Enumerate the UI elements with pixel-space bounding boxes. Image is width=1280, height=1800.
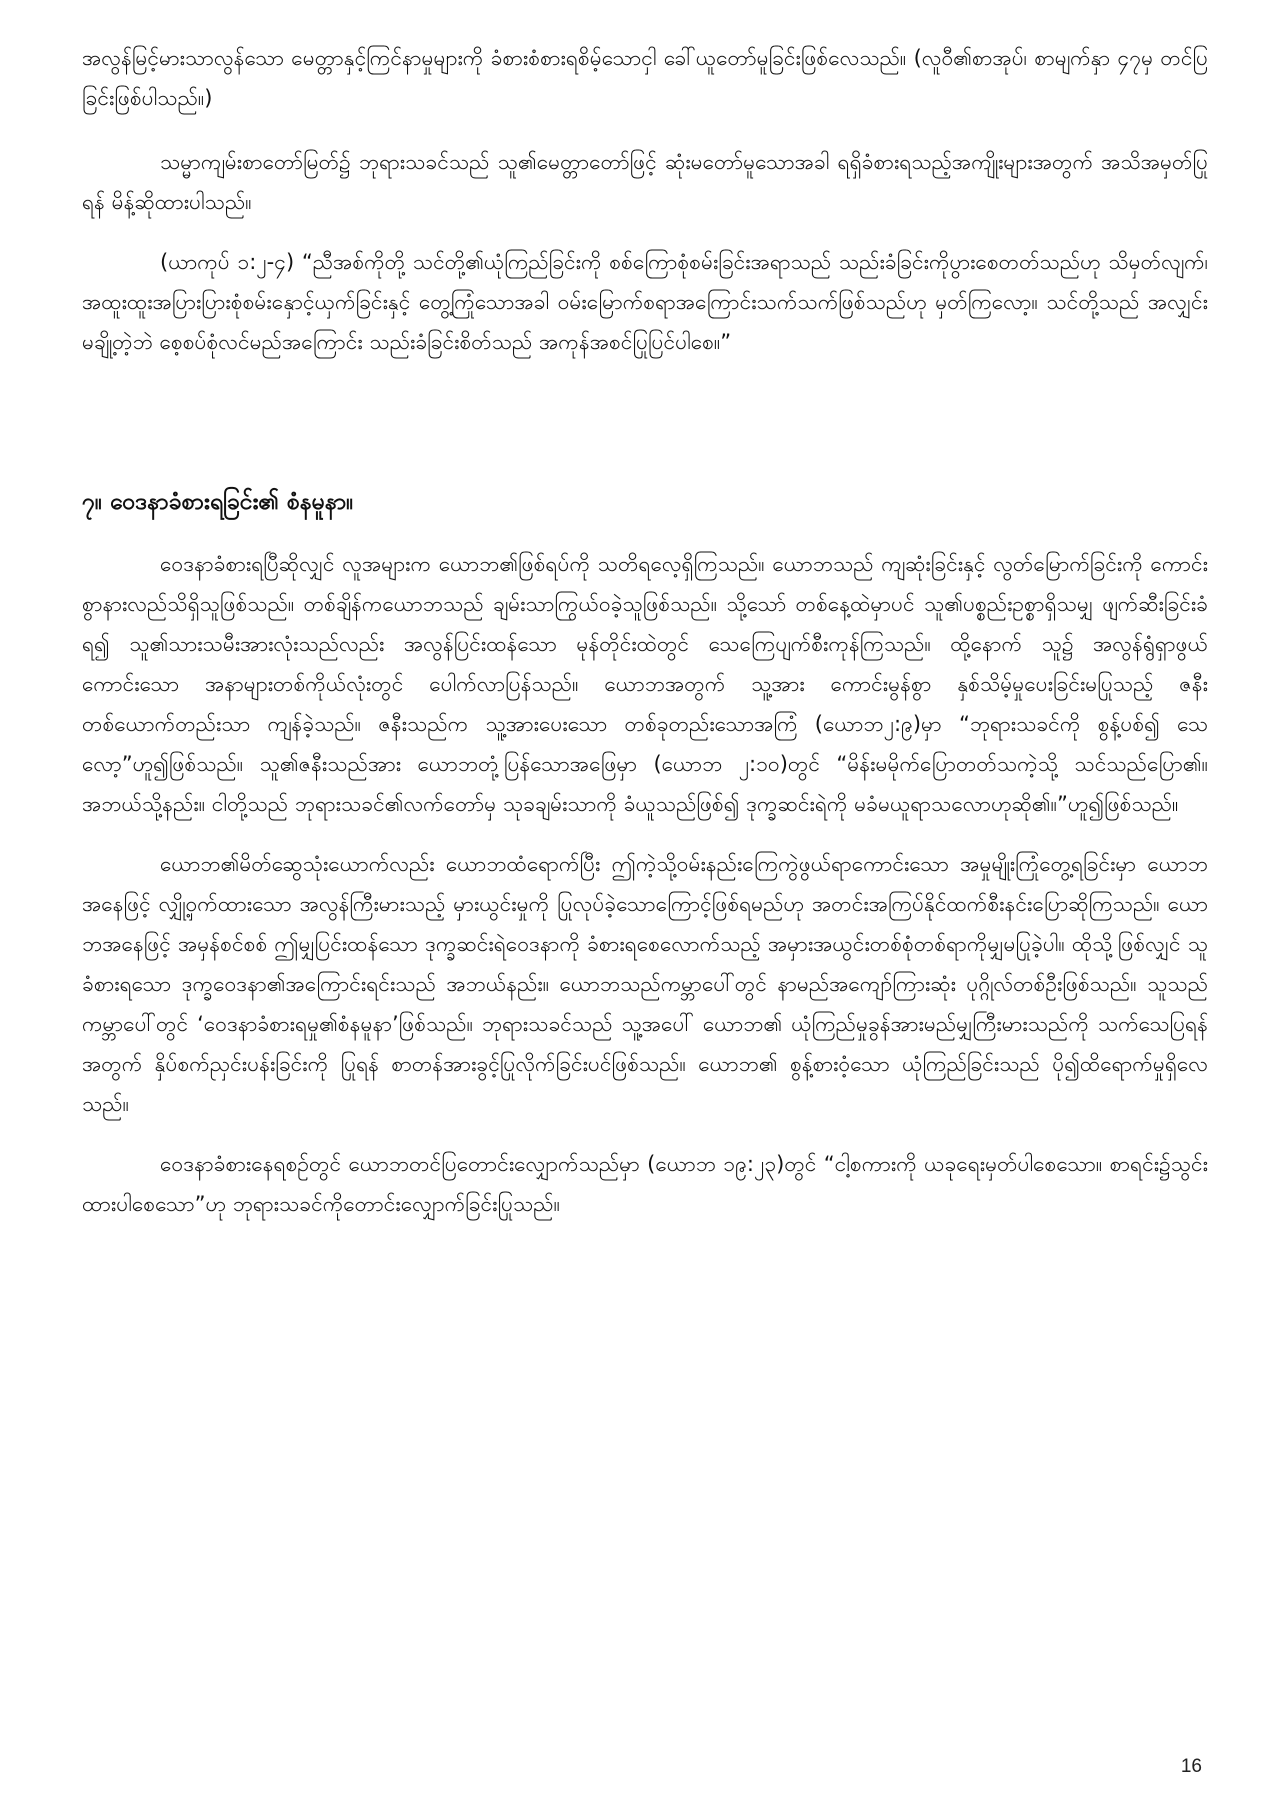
intro-paragraph: အလွန်မြင့်မားသာလွန်သော မေတ္တာနှင့်ကြင်နာမှုများကို ခံစားစံစားရစိမ့်သောငှါ ခေါ်ယူတော်မူခြင်းဖြစ်လေသည်။ (လူဝီ၏စာအုပ်၊ စာမျက်နှာ ၄၇မှ တင်ပြခြင်းဖြစ်ပါသည်။) [82,46,1208,110]
section-heading: ၇။ ဝေဒနာခံစားရခြင်း၏ စံနမူနာ။ [82,489,354,515]
page-number: 16 [1180,1756,1202,1777]
body-paragraph-job-story: ဝေဒနာခံစားရပြီဆိုလျှင် လူအများက ယောဘ၏ဖြစ်ရပ်ကို သတိရလေ့ရှိကြသည်။ ယောဘသည် ကျဆုံးခြင်းနှင့် လွတ်မြောက်ခြင်းကို ကောင်းစွာနားလည်သိရှိသူဖြစ်သည်။ တစ်ချိန်ကယောဘသည် ချမ်းသာကြွယ်ဝခဲ့သူဖြစ်သည်။ သို့သော် တစ်နေ့ထဲမှာပင် သူ၏ပစ္စည်းဥစ္စာရှိသမျှ ဖျက်ဆီးခြင်းခံရ၍ သူ၏သားသမီးအားလုံးသည်လည်း အလွန်ပြင်းထန်သော မုန်တိုင်းထဲတွင် သေကြေပျက်စီးကုန်ကြသည်။ ထို့နောက် သူ၌ အလွန်ရွံရှာဖွယ်ကောင်းသော အနာများတစ်ကိုယ်လုံးတွင် ပေါက်လာပြန်သည်။ ယောဘအတွက် သူ့အား ကောင်းမွန်စွာ နှစ်သိမ့်မှုပေးခြင်းမပြုသည့် ဇနီးတစ်ယောက်တည်းသာ ကျန်ခဲ့သည်။ ဇနီးသည်က သူ့အားပေးသော တစ်ခုတည်းသောအကြံ (ယောဘ၂:၉)မှာ “ဘုရားသခင်ကို စွန့်ပစ်၍ သေလော့”ဟူ၍ဖြစ်သည်။ သူ၏ဇနီးသည်အား ယောဘတုံ့ပြန်သောအဖြေမှာ (ယောဘ ၂:၁၀)တွင် “မိန်းမမိုက်ပြောတတ်သကဲ့သို့ သင်သည်ပြော၏။ အဘယ်သို့နည်း။ ငါတို့သည် ဘုရားသခင်၏လက်တော်မှ သုခချမ်းသာကို ခံယူသည်ဖြစ်၍ ဒုက္ခဆင်းရဲကို မခံမယူရာသလောဟုဆို၏။”ဟူ၍ဖြစ်သည်။ [82,552,1208,816]
section-spacer [82,382,1208,482]
scripture-quote-james: (ယာကုပ် ၁:၂-၄) “ညီအစ်ကိုတို့ သင်တို့၏ယုံကြည်ခြင်းကို စစ်ကြောစုံစမ်းခြင်းအရာသည် သည်းခံခြင်းကိုပွားစေတတ်သည်ဟု သိမှတ်လျက်၊ အထူးထူးအပြားပြားစုံစမ်းနှောင့်ယှက်ခြင်းနှင့် တွေ့ကြုံသောအခါ ဝမ်းမြောက်စရာအကြောင်းသက်သက်ဖြစ်သည်ဟု မှတ်ကြလော့။ သင်တို့သည် အလျှင်းမချို့တဲ့ဘဲ စေ့စပ်စုံလင်မည်အကြောင်း သည်းခံခြင်းစိတ်သည် အကုန်အစင်ပြုပြင်ပါစေ။” [82,250,1208,354]
body-paragraph-discipline: သမ္မာကျမ်းစာတော်မြတ်၌ ဘုရားသခင်သည် သူ၏မေတ္တာတော်ဖြင့် ဆုံးမတော်မူသောအခါ ရရှိခံစားရသည့်အကျိုးများအတွက် အသိအမှတ်ပြုရန် မိန့်ဆိုထားပါသည်။ [82,150,1208,214]
body-paragraph-job-friends: ယောဘ၏မိတ်ဆွေသုံးယောက်လည်း ယောဘထံရောက်ပြီး ဤကဲ့သို့ဝမ်းနည်းကြေကွဲဖွယ်ရာကောင်းသော အမှုမျိုးကြုံတွေ့ရခြင်းမှာ ယောဘအနေဖြင့် လျှို့ဝှက်ထားသော အလွန်ကြီးမားသည့် မှားယွင်းမှုကို ပြုလုပ်ခဲ့သောကြောင့်ဖြစ်ရမည်ဟု အတင်းအကြပ်နိုင်ထက်စီးနင်းပြောဆိုကြသည်။ ယောဘအနေဖြင့် အမှန်စင်စစ် ဤမျှပြင်းထန်သော ဒုက္ခဆင်းရဲဝေဒနာကို ခံစားရစေလောက်သည့် အမှားအယွင်းတစ်စုံတစ်ရာကိုမျှမပြုခဲ့ပါ။ ထိုသို့ဖြစ်လျှင် သူခံစားရသော ဒုက္ခဝေဒနာ၏အကြောင်းရင်းသည် အဘယ်နည်း။ ယောဘသည်ကမ္ဘာပေါ်တွင် နာမည်အကျော်ကြားဆုံး ပုဂ္ဂိုလ်တစ်ဦးဖြစ်သည်။ သူသည်ကမ္ဘာပေါ်တွင် ‘ဝေဒနာခံစားရမှု၏စံနမူနာ’ဖြစ်သည်။ ဘုရားသခင်သည် သူ့အပေါ် ယောဘ၏ ယုံကြည်မှုခွန်အားမည်မျှကြီးမားသည်ကို သက်သေပြရန်အတွက် နှိပ်စက်ညှင်းပန်းခြင်းကို ပြုရန် စာတန်အားခွင့်ပြုလိုက်ခြင်းပင်ဖြစ်သည်။ ယောဘ၏ စွန့်စားဝံ့သော ယုံကြည်ခြင်းသည် ပို၍ထိရောက်မှုရှိလေသည်။ [82,852,1208,1116]
body-paragraph-job-prayer: ဝေဒနာခံစားနေရစဉ်တွင် ယောဘတင်ပြတောင်းလျှောက်သည်မှာ (ယောဘ ၁၉:၂၃)တွင် “ငါ့စကားကို ယခုရေးမှတ်ပါစေသော။ စာရင်း၌သွင်းထားပါစေသော”ဟု ဘုရားသခင်ကိုတောင်းလျှောက်ခြင်းပြုသည်။ [82,1152,1208,1216]
